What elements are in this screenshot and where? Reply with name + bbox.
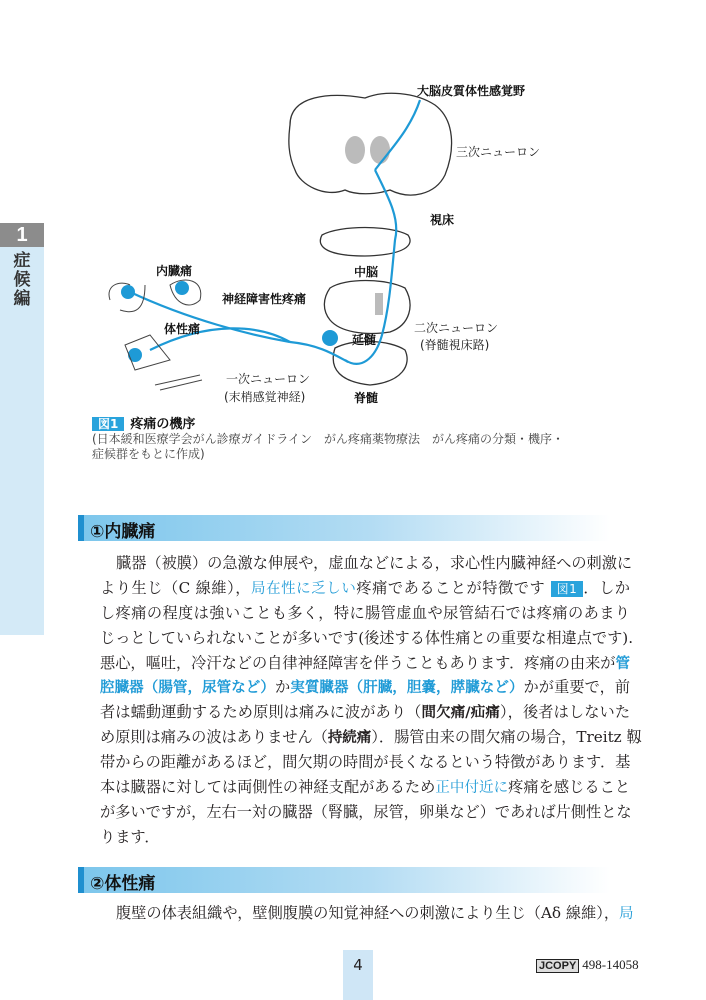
body-text: 臓器（被膜）の急激な伸展や，虚血などによる，求心性内臓神経への刺激に: [116, 554, 633, 572]
label-second-neuron: 二次ニューロン: [414, 321, 499, 335]
body-text: め原則は痛みの波はありません（: [100, 728, 328, 747]
book-code: 498-14058: [582, 957, 639, 972]
pain-burst-icon: [121, 285, 135, 299]
label-first-neuron-sub: (末梢感覚神経): [224, 390, 306, 404]
body-text: 帯からの距離があるほど，間欠期の時間が長くなるという特徴があります．基: [100, 753, 631, 772]
label-second-neuron-sub: (脊髄視床路): [420, 338, 490, 352]
chapter-number: 1: [0, 223, 44, 247]
text-line: [100, 800, 630, 825]
copyright-code: [536, 957, 639, 973]
label-third-neuron: 三次ニューロン: [456, 145, 541, 159]
text-line: [100, 601, 630, 626]
chapter-label-char: 候: [13, 270, 31, 290]
emphasis-text: 局在性に乏しい: [251, 580, 357, 597]
text-line: [100, 901, 634, 926]
text-line: [100, 825, 630, 850]
body-text: 本は臓器に対しては両側性の神経支配があるため: [100, 778, 436, 797]
body-text: ），後者はしないた: [499, 703, 631, 722]
body-text: ）．腸管由来の間欠痛の場合，Treitz 靱: [371, 728, 642, 747]
brain-coronal-section: [289, 93, 452, 195]
body-text: ります．: [100, 827, 160, 846]
emphasis-text: 実質臓器（肝臓，胆嚢，膵臓など）: [290, 680, 524, 697]
medulla-section: [324, 281, 410, 334]
label-neuropathic-pain: 神経障害性疼痛: [222, 292, 307, 306]
section-body: [100, 551, 642, 850]
emphasis-text: 管: [615, 655, 630, 672]
chapter-label: [0, 252, 44, 309]
text-line: [100, 551, 633, 576]
section-body: [100, 901, 634, 926]
body-text: ．しか: [582, 578, 630, 597]
pain-burst-icon: [128, 348, 142, 362]
label-medulla: 延髄: [352, 333, 377, 347]
chapter-label-char: 編: [13, 289, 31, 309]
section-heading-text: ①内臓痛: [90, 522, 156, 542]
body-text: が多いですが，左右一対の臓器（腎臓，尿管，卵巣など）であれば片側性とな: [100, 802, 632, 821]
text-line: [100, 626, 634, 651]
body-text: か: [274, 678, 291, 697]
section-heading-text: ②体性痛: [90, 874, 156, 894]
chapter-label-char: 症: [13, 251, 31, 271]
text-line: [100, 675, 630, 700]
body-text: じっとしていられないことが多いです(後述する体性痛との重要な相違点です).: [100, 628, 634, 647]
body-text: より生じ（C 線維），: [100, 578, 252, 597]
section-heading-somatic: [78, 867, 610, 893]
emphasis-text: 正中付近に: [435, 780, 509, 797]
emphasis-text: 間欠痛/疝痛: [421, 705, 500, 722]
figure-reference-link[interactable]: 図1: [551, 581, 583, 597]
body-text: し疼痛の程度は強いことも多く，特に腸管虚血や尿管結石では疼痛のあまり: [100, 603, 630, 622]
label-cortex: 大脳皮質体性感覚野: [417, 84, 526, 98]
pain-mechanism-figure: [90, 70, 630, 415]
jcopy-mark: JCOPY: [536, 959, 579, 973]
label-spinal-cord: 脊髄: [354, 391, 379, 405]
pain-burst-icon: [175, 281, 189, 295]
text-line: [100, 725, 642, 750]
figure-source: (日本緩和医療学会がん診療ガイドライン がん疼痛薬物療法 がん疼痛の分類・機序・症候群をもとに作成): [92, 432, 564, 461]
label-thalamus: 視床: [430, 213, 455, 227]
text-line: [100, 775, 630, 800]
pain-pathway-illustration: [90, 70, 630, 415]
hand-icon: [155, 375, 202, 390]
body-text: 者は蠕動運動するため原則は痛みに波があり（: [100, 703, 422, 722]
section-heading-visceral: [78, 515, 610, 541]
text-line: [100, 576, 630, 601]
emphasis-text: 持続痛: [327, 730, 372, 747]
figure-badge: 図1: [92, 417, 124, 431]
body-text: かが重要で，前: [523, 678, 631, 697]
emphasis-text: 腔臓器（腸管，尿管など）: [100, 680, 275, 697]
emphasis-text: 局: [619, 906, 634, 922]
label-first-neuron: 一次ニューロン: [226, 372, 311, 386]
label-visceral-pain: 内臓痛: [156, 264, 193, 278]
body-text: 疼痛であることが特徴です: [356, 578, 551, 597]
body-text: 悪心，嘔吐，冷汗などの自律神経障害を伴うこともあります．疼痛の由来が: [100, 653, 616, 672]
text-line: [100, 750, 630, 775]
text-line: [100, 700, 630, 725]
label-somatic-pain: 体性痛: [164, 322, 201, 336]
figure-caption: [92, 417, 572, 462]
body-text: 疼痛を感じること: [508, 778, 631, 797]
body-text: 腹壁の体表組織や，壁側腹膜の知覚神経への刺激により生じ（Aδ 線維），: [116, 904, 620, 922]
page-number: 4: [343, 950, 373, 1000]
figure-title: 疼痛の機序: [130, 417, 196, 432]
pain-burst-icon: [322, 330, 338, 346]
text-line: [100, 651, 630, 676]
label-midbrain: 中脳: [354, 265, 379, 279]
